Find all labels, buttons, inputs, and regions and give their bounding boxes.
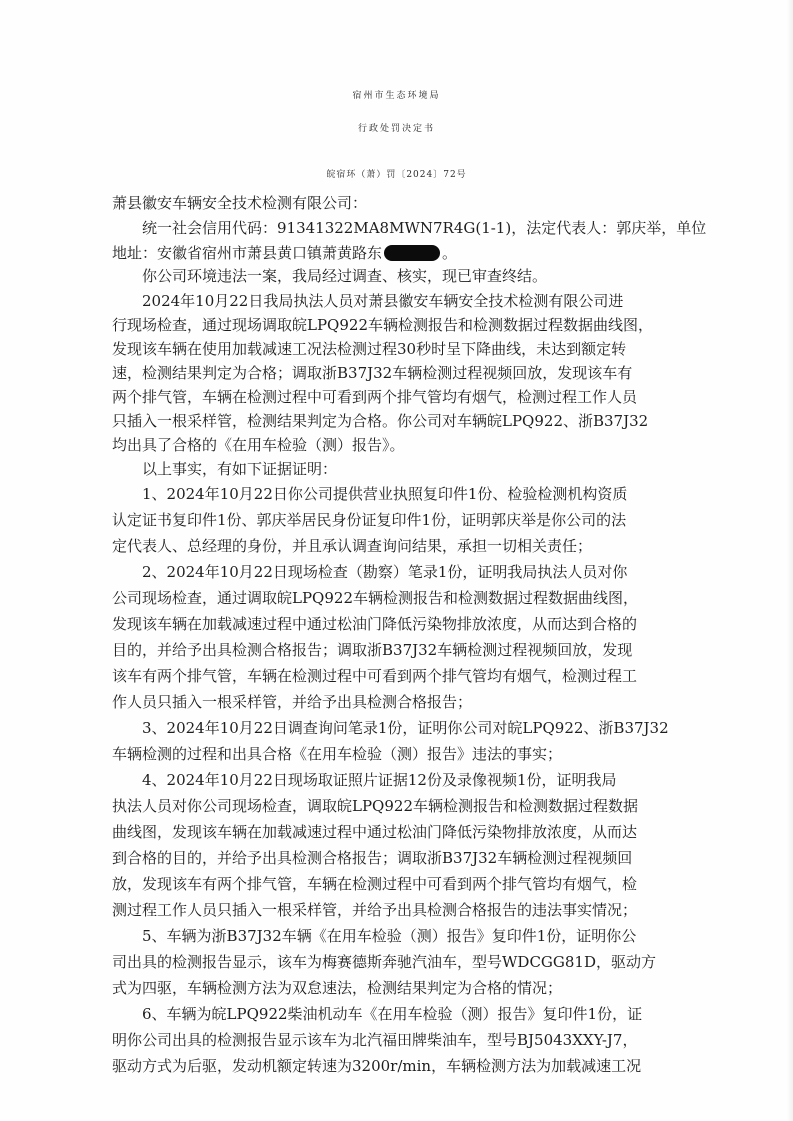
evidence-6-line: 6、车辆为皖LPQ922柴油机动车《在用车检验（测）报告》复印件1份，证	[142, 1005, 643, 1023]
evidence-2-line: 公司现场检查，通过调取皖LPQ922车辆检测报告和检测数据过程数据曲线图，	[112, 589, 638, 607]
redaction-mark	[384, 245, 440, 261]
evidence-5-line: 式为四驱，车辆检测方法为双怠速法，检测结果判定为合格的情况；	[112, 979, 563, 997]
evidence-6-line: 驱动方式为后驱，发动机额定转速为3200r/min，车辆检测方法为加载减速工况	[112, 1057, 642, 1075]
evidence-2-line: 发现该车辆在加载减速过程中通过松油门降低污染物排放浓度，从而达到合格的	[112, 615, 638, 633]
evidence-4-line: 放，发现该车有两个排气管，车辆在检测过程中可看到两个排气管均有烟气，检	[112, 875, 638, 893]
evidence-3-line: 3、2024年10月22日调查询问笔录1份，证明你公司对皖LPQ922、浙B37J32	[142, 719, 669, 737]
scan-edge-shadow	[787, 0, 793, 1121]
evidence-3-line: 车辆检测的过程和出具合格《在用车检验（测）报告》违法的事实；	[112, 745, 563, 763]
body-line: 行现场检查，通过现场调取皖LPQ922车辆检测报告和检测数据过程数据曲线图，	[112, 316, 653, 334]
body-line: 两个排气管，车辆在检测过程中可看到两个排气管均有烟气，检测过程工作人员	[112, 388, 638, 406]
evidence-1-line: 认定证书复印件1份、郭庆举居民身份证复印件1份，证明郭庆举是你公司的法	[112, 511, 627, 529]
evidence-6-line: 明你公司出具的检测报告显示该车为北汽福田牌柴油车，型号BJ5043XXY-J7，	[112, 1031, 638, 1049]
evidence-2-line: 作人员只插入一根采样管，并给予出具检测合格报告；	[112, 693, 473, 711]
body-line: 只插入一根采样管，检测结果判定为合格。你公司对车辆皖LPQ922、浙B37J32	[112, 412, 649, 430]
body-line: 速，检测结果判定为合格；调取浙B37J32车辆检测过程视频回放，发现该车有	[112, 364, 633, 382]
body-line: 2024年10月22日我局执法人员对萧县徽安车辆安全技术检测有限公司进	[142, 292, 624, 310]
evidence-2-line: 2、2024年10月22日现场检查（勘察）笔录1份，证明我局执法人员对你	[142, 563, 628, 581]
evidence-intro: 以上事实，有如下证据证明：	[142, 460, 338, 478]
evidence-4-line: 测过程工作人员只插入一根采样管，并给予出具检测合格报告的违法事实情况；	[112, 901, 638, 919]
body-line: 均出具了合格的《在用车检验（测）报告》。	[112, 436, 405, 454]
address-line	[112, 243, 457, 263]
evidence-4-line: 到合格的目的，并给予出具检测合格报告；调取浙B37J32车辆检测过程视频回	[112, 849, 633, 867]
address-end: 。	[442, 244, 458, 262]
party-name: 萧县徽安车辆安全技术检测有限公司：	[112, 194, 368, 212]
evidence-5-line: 司出具的检测报告显示，该车为梅赛德斯奔驰汽油车，型号WDCGG81D，驱动方	[112, 953, 657, 971]
evidence-2-line: 目的，并给予出具检测合格报告；调取浙B37J32车辆检测过程视频回放，发现	[112, 641, 633, 659]
credit-code-line: 统一社会信用代码：91341322MA8MWN7R4G(1-1)，法定代表人：郭庆举，单位	[142, 219, 707, 237]
evidence-4-line: 4、2024年10月22日现场取证照片证据12份及录像视频1份，证明我局	[142, 771, 617, 789]
evidence-5-line: 5、车辆为浙B37J32车辆《在用车检验（测）报告》复印件1份，证明你公	[142, 927, 637, 945]
evidence-4-line: 执法人员对你公司现场检查，调取皖LPQ922车辆检测报告和检测数据过程数据	[112, 797, 638, 815]
body-line: 你公司环境违法一案，我局经过调查、核实，现已审查终结。	[142, 267, 548, 285]
evidence-1-line: 定代表人、总经理的身份，并且承认调查询问结果，承担一切相关责任；	[112, 537, 593, 555]
address-text: 地址：安徽省宿州市萧县黄口镇萧黄路东	[112, 244, 383, 262]
document-number: 皖宿环（萧）罚〔2024〕72号	[326, 170, 467, 180]
evidence-1-line: 1、2024年10月22日你公司提供营业执照复印件1份、检验检测机构资质	[142, 485, 628, 503]
evidence-4-line: 曲线图，发现该车辆在加载减速过程中通过松油门降低污染物排放浓度，从而达	[112, 823, 638, 841]
agency-title: 宿州市生态环境局	[352, 91, 441, 101]
body-line: 发现该车辆在使用加载减速工况法检测过程30秒时呈下降曲线，未达到额定转	[112, 340, 627, 358]
document-type-title: 行政处罚决定书	[357, 124, 435, 134]
evidence-2-line: 该车有两个排气管，车辆在检测过程中可看到两个排气管均有烟气，检测过程工	[112, 667, 638, 685]
